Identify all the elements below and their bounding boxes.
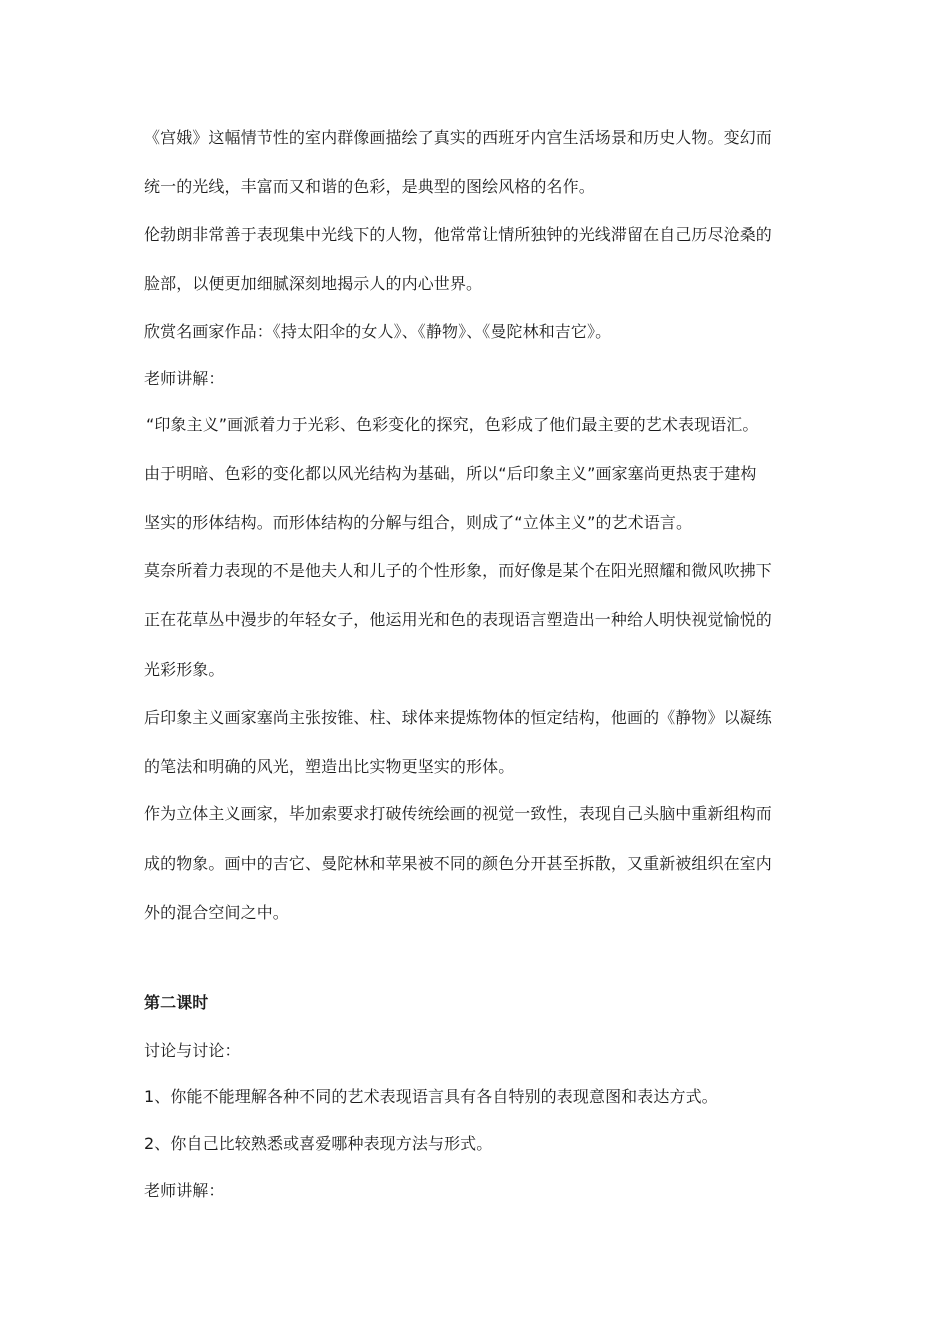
paragraph-line: 莫奈所着力表现的不是他夫人和儿子的个性形象，而好像是某个在阳光照耀和微风吹拂下 <box>144 561 772 580</box>
paragraph-line: 正在花草丛中漫步的年轻女子，他运用光和色的表现语言塑造出一种给人明快视觉愉悦的 <box>144 610 772 629</box>
paragraph-line: 坚实的形体结构。而形体结构的分解与组合，则成了“立体主义”的艺术语言。 <box>144 513 693 532</box>
paragraph-line: 脸部，以便更加细腻深刻地揭示人的内心世界。 <box>144 274 483 293</box>
paragraph-line: 作为立体主义画家，毕加索要求打破传统绘画的视觉一致性，表现自己头脑中重新组构而 <box>144 804 772 823</box>
paragraph-line: 伦勃朗非常善于表现集中光线下的人物，他常常让情所独钟的光线滞留在自己历尽沧桑的 <box>144 225 772 244</box>
section-line: 老师讲解： <box>144 1181 225 1200</box>
paragraph-line: 成的物象。画中的吉它、曼陀林和苹果被不同的颜色分开甚至拆散，又重新被组织在室内 <box>144 854 772 873</box>
section-line: 1、你能不能理解各种不同的艺术表现语言具有各自特别的表现意图和表达方式。 <box>144 1087 718 1106</box>
paragraph-line: 外的混合空间之中。 <box>144 903 289 922</box>
paragraph-line: 《宫娥》这幅情节性的室内群像画描绘了真实的西班牙内宫生活场景和历史人物。变幻而 <box>144 128 772 147</box>
section-line: 讨论与讨论： <box>144 1041 241 1060</box>
paragraph-line: “印象主义”画派着力于光彩、色彩变化的探究，色彩成了他们最主要的艺术表现语汇。 <box>146 415 759 434</box>
section-line: 2、你自己比较熟悉或喜爱哪种表现方法与形式。 <box>144 1134 493 1153</box>
paragraph-line: 老师讲解： <box>144 369 225 388</box>
paragraph-line: 统一的光线，丰富而又和谐的色彩，是典型的图绘风格的名作。 <box>144 177 595 196</box>
paragraph-line: 的笔法和明确的风光，塑造出比实物更坚实的形体。 <box>144 757 515 776</box>
section-title: 第二课时 <box>144 993 209 1012</box>
paragraph-line: 欣赏名画家作品：《持太阳伞的女人》、《静物》、《曼陀林和吉它》。 <box>144 322 612 341</box>
paragraph-line: 光彩形象。 <box>144 660 225 679</box>
paragraph-line: 后印象主义画家塞尚主张按锥、柱、球体来提炼物体的恒定结构，他画的《静物》以凝练 <box>144 708 772 727</box>
paragraph-line: 由于明暗、色彩的变化都以风光结构为基础，所以“后印象主义”画家塞尚更热衷于建构 <box>144 464 757 483</box>
